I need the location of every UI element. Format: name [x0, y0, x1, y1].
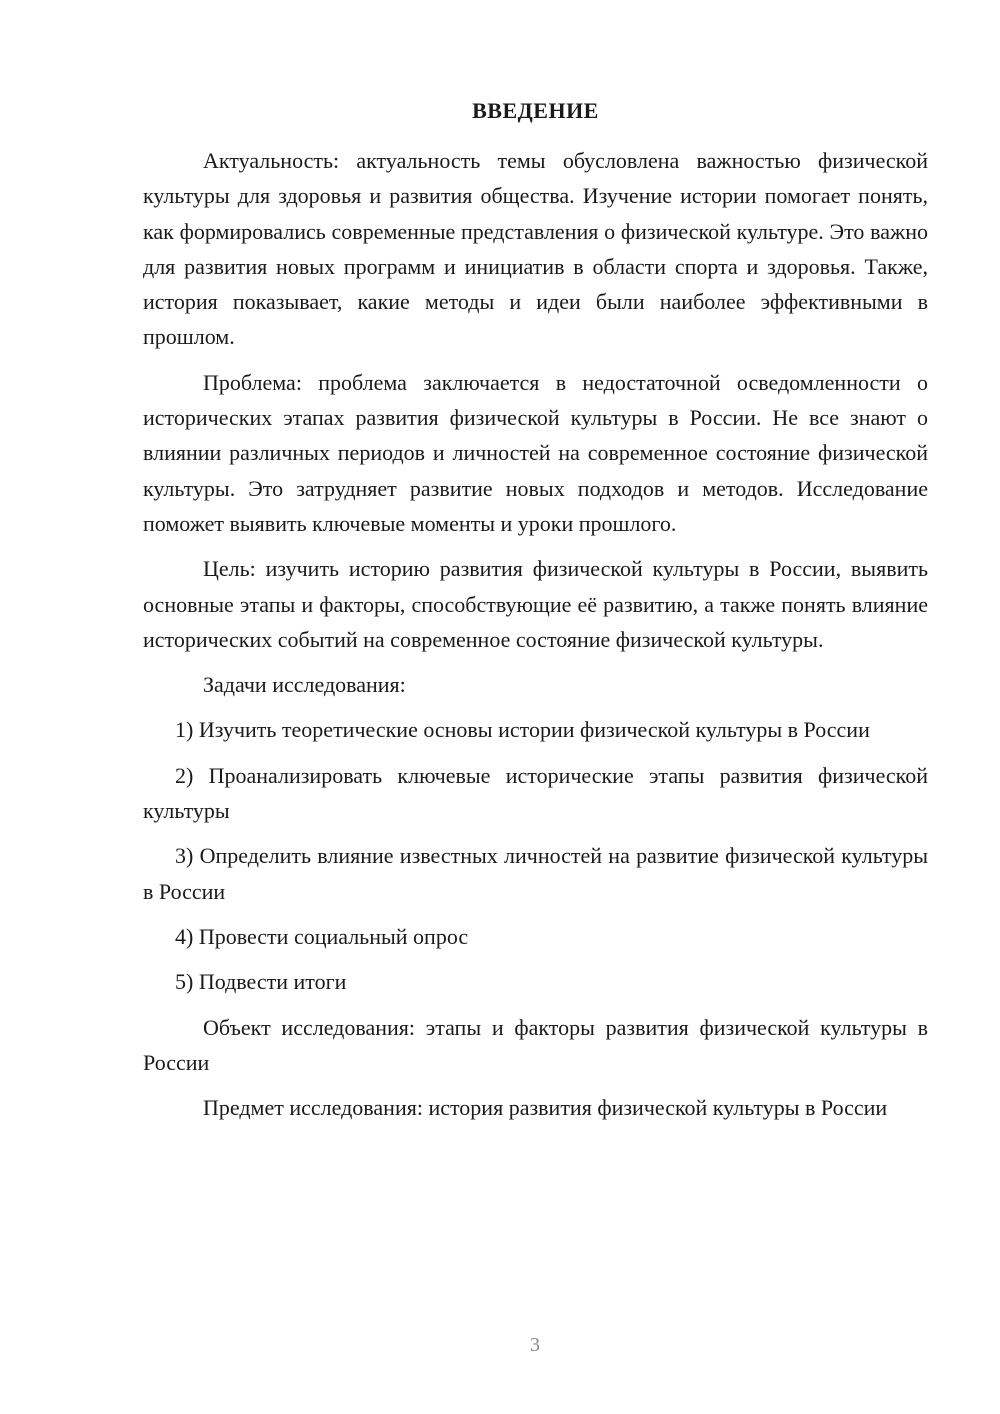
- list-item: 2) Проанализировать ключевые исторические этапы развития физической культуры: [143, 762, 928, 824]
- paragraph-goal: Цель: изучить историю развития физической культуры в России, выявить основные этапы и факторы, способствующие её развитию, а также понять влияние исторических событий на современное состояние физической культуры.: [143, 556, 928, 652]
- list-item: 1) Изучить теоретические основы истории физической культуры в России: [175, 717, 870, 743]
- paragraph-tasks-intro: Задачи исследования:: [203, 672, 406, 698]
- paragraph-object: Объект исследования: этапы и факторы развития физической культуры в России: [143, 1014, 928, 1075]
- list-item: 3) Определить влияние известных личностей на развитие физической культуры в России: [143, 843, 928, 904]
- list-item: 4) Провести социальный опрос: [175, 923, 469, 949]
- paragraph-problem: Проблема: проблема заключается в недостаточной осведомленности о исторических этапах развития физической культуры в России. Не все знают о влиянии различных периодов и личностей на современное состояние физической культуры. Это затрудняет развитие новых подходов и методов. Исследование поможет выявить ключевые моменты и уроки прошлого.: [143, 369, 928, 536]
- paragraph-relevance: Актуальность: актуальность темы обусловлена важностью физической культуры для здоровья и развития общества. Изучение истории помогает понять, как формировались современные представления о физической культуре. Это важно для развития новых программ и инициатив в области спорта и здоровья. Также, история показывает, какие методы и идеи были наиболее эффективными в прошлом.: [143, 148, 928, 350]
- list-item: 5) Подвести итоги: [175, 969, 347, 995]
- body-text: [143, 143, 928, 1135]
- page-number: 3: [530, 1334, 540, 1356]
- paragraph-subject: Предмет исследования: история развития физической культуры в России: [203, 1095, 888, 1121]
- page-heading: ВВЕДЕНИЕ: [472, 98, 599, 123]
